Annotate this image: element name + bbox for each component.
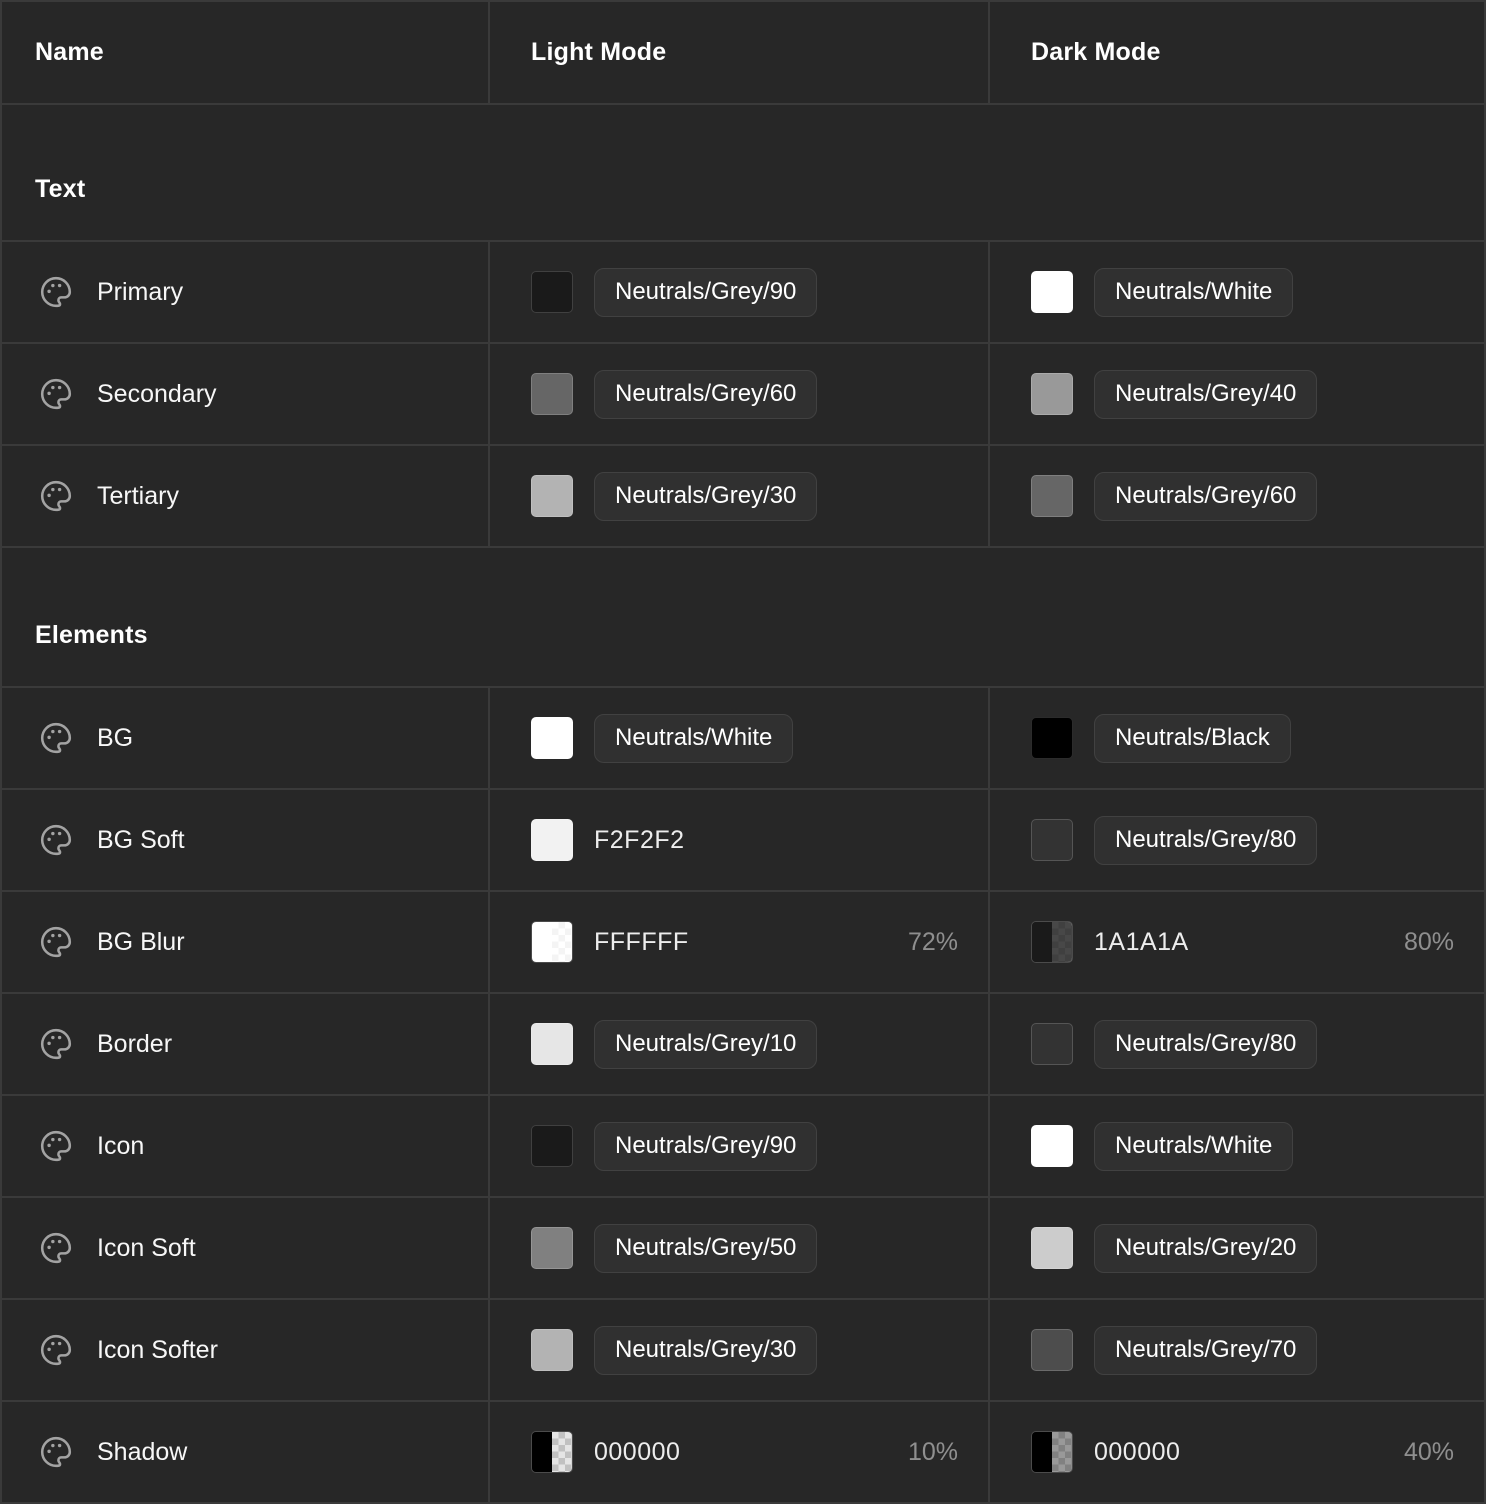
- column-header-dark-mode: [990, 2, 1484, 103]
- row-name-label: Icon Soft: [97, 1233, 196, 1262]
- variable-pill[interactable]: Neutrals/Grey/90: [594, 268, 817, 317]
- opacity-label: 40%: [1403, 1437, 1454, 1466]
- palette-icon: [38, 1332, 74, 1368]
- swatch-transparency-half: [552, 922, 572, 962]
- variable-pill[interactable]: Neutrals/Black: [1094, 714, 1291, 763]
- row-bg-dark-cell[interactable]: [990, 688, 1484, 788]
- opacity-label: 10%: [907, 1437, 958, 1466]
- row-shadow-light-cell[interactable]: [490, 1402, 988, 1502]
- color-swatch[interactable]: [1031, 1329, 1073, 1371]
- alpha-overlay: [552, 922, 572, 962]
- row-primary-name-cell[interactable]: [2, 242, 488, 342]
- row-secondary-dark-cell[interactable]: [990, 344, 1484, 444]
- color-swatch[interactable]: [1031, 271, 1073, 313]
- color-swatch[interactable]: [531, 475, 573, 517]
- swatch-transparency-half: [1052, 922, 1072, 962]
- alpha-color-swatch[interactable]: [1031, 921, 1073, 963]
- variable-pill[interactable]: Neutrals/Grey/70: [1094, 1326, 1317, 1375]
- variable-pill[interactable]: Neutrals/Grey/60: [1094, 472, 1317, 521]
- row-primary-light-cell[interactable]: [490, 242, 988, 342]
- color-swatch[interactable]: [531, 373, 573, 415]
- swatch-transparency-half: [552, 1432, 572, 1472]
- column-header-light-mode: [490, 2, 988, 103]
- variable-pill[interactable]: Neutrals/Grey/80: [1094, 1020, 1317, 1069]
- row-bg-soft-name-cell[interactable]: [2, 790, 488, 890]
- variable-pill[interactable]: Neutrals/Grey/60: [594, 370, 817, 419]
- hex-value-label: FFFFFF: [594, 927, 689, 956]
- row-border-dark-cell[interactable]: [990, 994, 1484, 1094]
- hex-value-label: 000000: [1094, 1437, 1181, 1466]
- row-name-label: Shadow: [97, 1437, 188, 1466]
- color-swatch[interactable]: [1031, 1227, 1073, 1269]
- palette-icon: [38, 720, 74, 756]
- variable-pill[interactable]: Neutrals/White: [1094, 1122, 1293, 1171]
- color-swatch[interactable]: [1031, 475, 1073, 517]
- variable-pill[interactable]: Neutrals/White: [1094, 268, 1293, 317]
- row-tertiary-dark-cell[interactable]: [990, 446, 1484, 546]
- section-title: Text: [35, 175, 86, 203]
- row-name-label: BG Soft: [97, 825, 185, 854]
- row-primary-dark-cell[interactable]: [990, 242, 1484, 342]
- palette-icon: [38, 1128, 74, 1164]
- row-bg-blur-light-cell[interactable]: [490, 892, 988, 992]
- row-bg-blur-name-cell[interactable]: [2, 892, 488, 992]
- row-tertiary-light-cell[interactable]: [490, 446, 988, 546]
- palette-icon: [38, 822, 74, 858]
- column-header-name-label: Name: [35, 38, 104, 66]
- column-header-name: [2, 2, 488, 103]
- row-bg-name-cell[interactable]: [2, 688, 488, 788]
- row-name-label: Tertiary: [97, 481, 179, 510]
- hex-value-label: F2F2F2: [594, 825, 685, 854]
- palette-icon: [38, 924, 74, 960]
- swatch-solid-half: [1032, 1432, 1052, 1472]
- variable-pill[interactable]: Neutrals/Grey/80: [1094, 816, 1317, 865]
- color-swatch[interactable]: [531, 819, 573, 861]
- alpha-overlay: [1052, 1432, 1072, 1472]
- row-border-light-cell[interactable]: [490, 994, 988, 1094]
- swatch-solid-half: [1032, 922, 1052, 962]
- color-swatch[interactable]: [531, 271, 573, 313]
- color-swatch[interactable]: [1031, 717, 1073, 759]
- row-secondary-light-cell[interactable]: [490, 344, 988, 444]
- color-swatch[interactable]: [531, 717, 573, 759]
- opacity-label: 72%: [907, 927, 958, 956]
- row-bg-blur-dark-cell[interactable]: [990, 892, 1484, 992]
- alpha-color-swatch[interactable]: [531, 1431, 573, 1473]
- variable-pill[interactable]: Neutrals/Grey/30: [594, 1326, 817, 1375]
- variable-pill[interactable]: Neutrals/Grey/40: [1094, 370, 1317, 419]
- color-swatch[interactable]: [531, 1023, 573, 1065]
- variable-pill[interactable]: Neutrals/White: [594, 714, 793, 763]
- color-swatch[interactable]: [531, 1125, 573, 1167]
- color-swatch[interactable]: [531, 1329, 573, 1371]
- palette-icon: [38, 478, 74, 514]
- row-icon-name-cell[interactable]: [2, 1096, 488, 1196]
- row-tertiary-name-cell[interactable]: [2, 446, 488, 546]
- section-row-elements[interactable]: [2, 548, 1484, 686]
- column-header-dark-mode-label: Dark Mode: [1031, 38, 1161, 66]
- color-swatch[interactable]: [1031, 1023, 1073, 1065]
- row-shadow-name-cell[interactable]: [2, 1402, 488, 1502]
- color-swatch[interactable]: [1031, 819, 1073, 861]
- row-name-label: Icon: [97, 1131, 145, 1160]
- row-icon-light-cell[interactable]: [490, 1096, 988, 1196]
- section-row-text[interactable]: [2, 105, 1484, 240]
- row-icon-softer-light-cell[interactable]: [490, 1300, 988, 1400]
- palette-icon: [38, 1434, 74, 1470]
- variable-pill[interactable]: Neutrals/Grey/10: [594, 1020, 817, 1069]
- palette-icon: [38, 1230, 74, 1266]
- palette-icon: [38, 1026, 74, 1062]
- row-name-label: Icon Softer: [97, 1335, 218, 1364]
- palette-icon: [38, 376, 74, 412]
- row-bg-soft-light-cell[interactable]: [490, 790, 988, 890]
- variable-pill[interactable]: Neutrals/Grey/50: [594, 1224, 817, 1273]
- palette-icon: [38, 274, 74, 310]
- row-icon-soft-light-cell[interactable]: [490, 1198, 988, 1298]
- row-name-label: BG: [97, 723, 134, 752]
- variable-pill[interactable]: Neutrals/Grey/20: [1094, 1224, 1317, 1273]
- row-name-label: BG Blur: [97, 927, 185, 956]
- variable-pill[interactable]: Neutrals/Grey/30: [594, 472, 817, 521]
- row-bg-soft-dark-cell[interactable]: [990, 790, 1484, 890]
- variable-pill[interactable]: Neutrals/Grey/90: [594, 1122, 817, 1171]
- swatch-transparency-half: [1052, 1432, 1072, 1472]
- column-header-light-mode-label: Light Mode: [531, 38, 667, 66]
- row-bg-light-cell[interactable]: [490, 688, 988, 788]
- row-shadow-dark-cell[interactable]: [990, 1402, 1484, 1502]
- row-secondary-name-cell[interactable]: [2, 344, 488, 444]
- row-icon-softer-dark-cell[interactable]: [990, 1300, 1484, 1400]
- alpha-overlay: [552, 1432, 572, 1472]
- hex-value-label: 000000: [594, 1437, 681, 1466]
- color-swatch[interactable]: [531, 1227, 573, 1269]
- hex-value-label: 1A1A1A: [1094, 927, 1189, 956]
- opacity-label: 80%: [1403, 927, 1454, 956]
- alpha-overlay: [1052, 922, 1072, 962]
- swatch-solid-half: [532, 1432, 552, 1472]
- row-icon-soft-dark-cell[interactable]: [990, 1198, 1484, 1298]
- color-swatch[interactable]: [1031, 1125, 1073, 1167]
- row-name-label: Primary: [97, 277, 184, 306]
- row-name-label: Border: [97, 1029, 173, 1058]
- alpha-color-swatch[interactable]: [531, 921, 573, 963]
- row-icon-soft-name-cell[interactable]: [2, 1198, 488, 1298]
- section-title: Elements: [35, 621, 148, 649]
- row-name-label: Secondary: [97, 379, 217, 408]
- swatch-solid-half: [532, 922, 552, 962]
- row-border-name-cell[interactable]: [2, 994, 488, 1094]
- row-icon-softer-name-cell[interactable]: [2, 1300, 488, 1400]
- color-swatch[interactable]: [1031, 373, 1073, 415]
- alpha-color-swatch[interactable]: [1031, 1431, 1073, 1473]
- row-icon-dark-cell[interactable]: [990, 1096, 1484, 1196]
